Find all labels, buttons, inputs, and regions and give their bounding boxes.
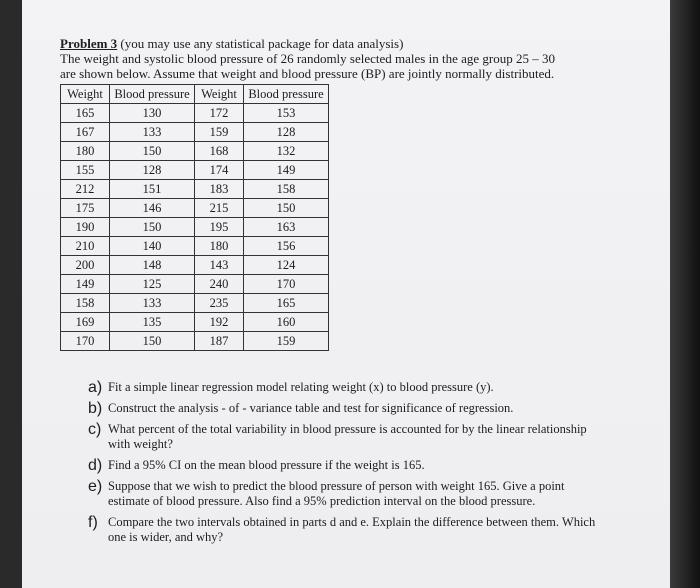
header-weight-2: Weight	[195, 85, 244, 104]
question-text: Find a 95% CI on the mean blood pressure if the weight is 165.	[108, 458, 425, 472]
table-cell: 200	[61, 256, 110, 275]
table-cell: 192	[195, 313, 244, 332]
table-row	[61, 294, 329, 313]
table-cell: 158	[244, 180, 329, 199]
data-table	[60, 84, 329, 351]
table-cell: 158	[61, 294, 110, 313]
table-row	[61, 142, 329, 161]
table-cell: 125	[110, 275, 195, 294]
table-row	[61, 123, 329, 142]
table-cell: 168	[195, 142, 244, 161]
question-letter: b)	[88, 400, 103, 417]
table-row	[61, 237, 329, 256]
table-cell: 170	[244, 275, 329, 294]
table-cell: 153	[244, 104, 329, 123]
table-cell: 212	[61, 180, 110, 199]
problem-title-line	[60, 36, 620, 51]
table-cell: 146	[110, 199, 195, 218]
header-weight-1: Weight	[61, 85, 110, 104]
table-cell: 150	[110, 332, 195, 351]
table-cell: 160	[244, 313, 329, 332]
table-cell: 167	[61, 123, 110, 142]
table-cell: 156	[244, 237, 329, 256]
table-cell: 149	[61, 275, 110, 294]
problem-header	[60, 36, 620, 81]
table-cell: 195	[195, 218, 244, 237]
table-cell: 133	[110, 294, 195, 313]
table-cell: 170	[61, 332, 110, 351]
question-item	[88, 515, 608, 545]
table-cell: 150	[244, 199, 329, 218]
table-cell: 190	[61, 218, 110, 237]
question-item	[88, 422, 608, 452]
question-letter: f)	[88, 514, 98, 531]
table-cell: 183	[195, 180, 244, 199]
table-cell: 180	[195, 237, 244, 256]
table-cell: 150	[110, 218, 195, 237]
table-cell: 130	[110, 104, 195, 123]
table-row	[61, 313, 329, 332]
table-cell: 210	[61, 237, 110, 256]
table-row	[61, 104, 329, 123]
table-row	[61, 180, 329, 199]
question-item	[88, 380, 608, 395]
table-cell: 165	[244, 294, 329, 313]
problem-description-line-2: are shown below. Assume that weight and blood pressure (BP) are jointly normally distributed.	[60, 66, 555, 81]
table-cell: 132	[244, 142, 329, 161]
problem-description-line-1: The weight and systolic blood pressure of 26 randomly selected males in the age group 25 – 30	[60, 51, 555, 66]
table-row	[61, 256, 329, 275]
table-cell: 128	[244, 123, 329, 142]
table-cell: 215	[195, 199, 244, 218]
question-text: What percent of the total variability in blood pressure is accounted for by the linear relationship with weight?	[108, 422, 587, 451]
table-cell: 124	[244, 256, 329, 275]
table-cell: 150	[110, 142, 195, 161]
question-letter: a)	[88, 379, 103, 396]
header-bp-2: Blood pressure	[244, 85, 329, 104]
table-row	[61, 199, 329, 218]
table-header-row	[61, 85, 329, 104]
question-letter: e)	[88, 478, 103, 495]
table-cell: 155	[61, 161, 110, 180]
table-cell: 151	[110, 180, 195, 199]
table-cell: 240	[195, 275, 244, 294]
table-row	[61, 332, 329, 351]
table-cell: 235	[195, 294, 244, 313]
question-item	[88, 479, 608, 509]
question-letter: d)	[88, 457, 103, 474]
page-edge-shadow	[670, 0, 700, 588]
question-letter: c)	[88, 421, 102, 438]
table-cell: 143	[195, 256, 244, 275]
table-cell: 175	[61, 199, 110, 218]
table-row	[61, 218, 329, 237]
table-cell: 148	[110, 256, 195, 275]
table-cell: 163	[244, 218, 329, 237]
table-cell: 174	[195, 161, 244, 180]
table-cell: 128	[110, 161, 195, 180]
table-cell: 133	[110, 123, 195, 142]
problem-note: (you may use any statistical package for data analysis)	[117, 36, 404, 51]
table-cell: 140	[110, 237, 195, 256]
table-cell: 165	[61, 104, 110, 123]
question-text: Fit a simple linear regression model relating weight (x) to blood pressure (y).	[108, 380, 494, 394]
question-list	[88, 380, 608, 551]
problem-label: Problem 3	[60, 36, 118, 51]
question-text: Construct the analysis - of - variance table and test for significance of regression.	[108, 401, 514, 415]
table-body	[61, 104, 329, 351]
table-cell: 135	[110, 313, 195, 332]
table-cell: 159	[244, 332, 329, 351]
question-item	[88, 458, 608, 473]
table-row	[61, 275, 329, 294]
table-cell: 159	[195, 123, 244, 142]
question-item	[88, 401, 608, 416]
table-cell: 180	[61, 142, 110, 161]
table-cell: 172	[195, 104, 244, 123]
question-text: Compare the two intervals obtained in parts d and e. Explain the difference between them. Which one is wider, and why?	[108, 515, 596, 544]
table-cell: 187	[195, 332, 244, 351]
question-text: Suppose that we wish to predict the blood pressure of person with weight 165. Give a point estimate of blood pressure. Also find a 95% prediction interval on the blood pressure.	[108, 479, 565, 508]
table-cell: 169	[61, 313, 110, 332]
table-cell: 149	[244, 161, 329, 180]
header-bp-1: Blood pressure	[110, 85, 195, 104]
table-row	[61, 161, 329, 180]
